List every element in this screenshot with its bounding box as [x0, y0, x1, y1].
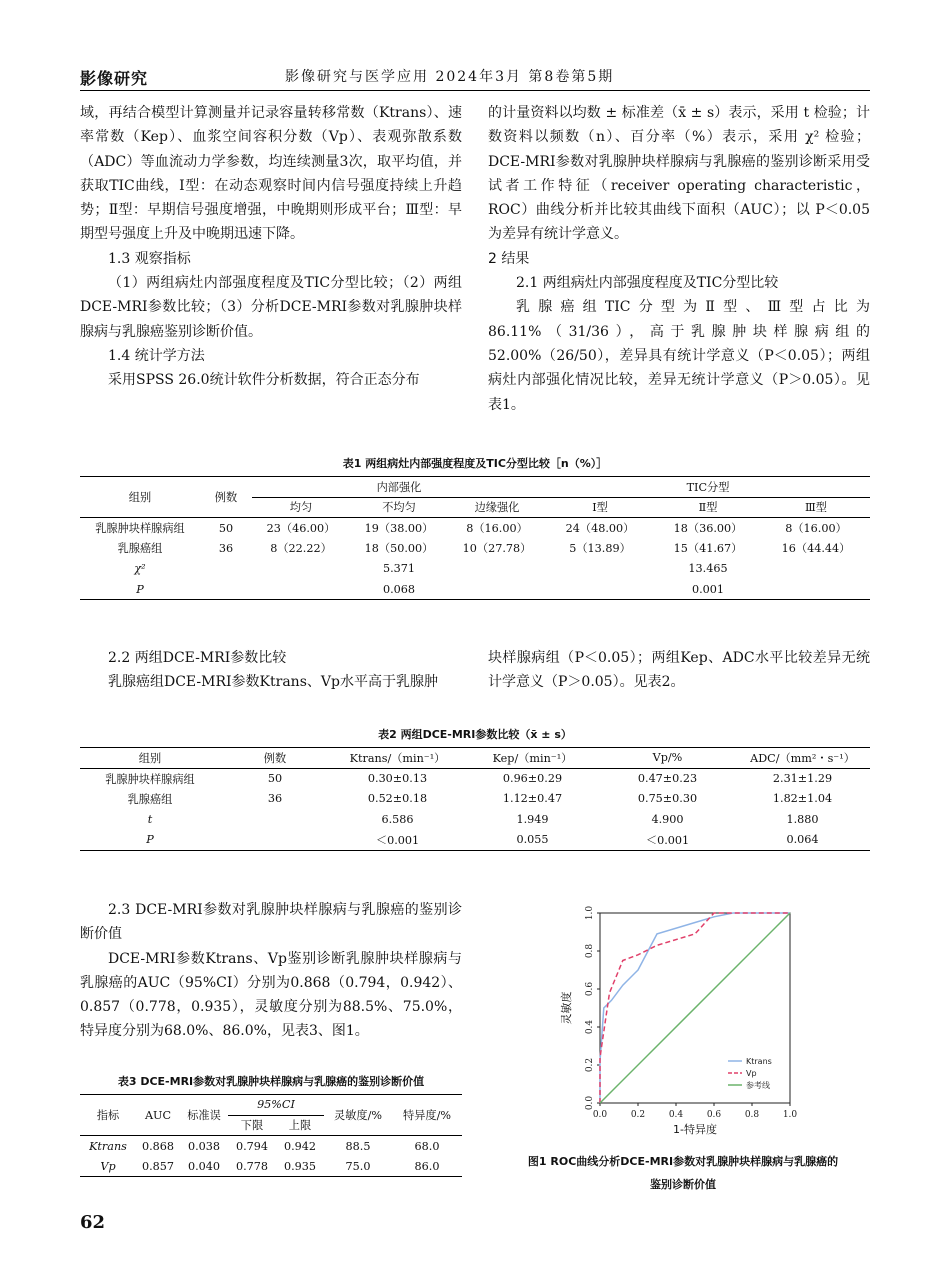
- paragraph-stats: 采用SPSS 26.0统计软件分析数据，符合正态分布: [108, 372, 420, 389]
- cell: 0.001: [691, 582, 725, 596]
- roc-chart: [560, 895, 860, 1150]
- t1-h-n: 例数: [200, 477, 252, 518]
- x-tick-label: 0.2: [630, 1110, 646, 1120]
- cell: 0.868: [141, 1139, 175, 1153]
- t3-h-ci: 95%CI: [228, 1095, 324, 1116]
- series-line-reference: [600, 913, 790, 1103]
- cell: 2.31±1.29: [772, 772, 833, 785]
- cell: 5.371: [382, 562, 416, 576]
- y-tick-label: 0.8: [585, 943, 595, 959]
- cell: 1.12±0.47: [502, 792, 563, 806]
- table-row: [80, 789, 870, 810]
- cell: 16（44.44）: [781, 542, 851, 556]
- paragraph-stats-cont: 的计量资料以均数 ± 标准差（x̄ ± s）表示，采用 t 检验；计数资料以频数（n）、百分率（%）表示，采用 χ² 检验；DCE-MRI参数对乳腺肿块样腺病与乳腺癌的鉴别诊断采用受试者工作特征（receiver operating characteristic，ROC）曲线分析并比较其曲线下面积（AUC）；以 P＜0.05 为差异有统计学意义。: [488, 105, 870, 243]
- cell: 乳腺癌组: [127, 792, 173, 806]
- cell: 乳腺肿块样腺病组: [105, 772, 195, 786]
- table-row: [80, 518, 870, 539]
- x-tick-label: 0.0: [592, 1110, 608, 1120]
- cell: 75.0: [345, 1159, 371, 1173]
- cell: 86.0: [414, 1159, 440, 1173]
- cell: 0.038: [187, 1139, 221, 1153]
- legend-label: 参考线: [746, 1081, 770, 1090]
- table-row: [80, 809, 870, 830]
- x-tick-label: 0.6: [706, 1110, 722, 1120]
- cell: 8（16.00）: [466, 522, 528, 535]
- paragraph-dce: 乳腺癌组DCE-MRI参数Ktrans、Vp水平高于乳腺肿: [108, 674, 438, 691]
- cell: 乳腺肿块样腺病组: [95, 522, 185, 535]
- cell: 36: [218, 541, 234, 555]
- y-tick-label: 0.0: [585, 1095, 595, 1111]
- cell: 0.064: [786, 833, 819, 846]
- heading-1-4: 1.4 统计学方法: [108, 347, 205, 364]
- t2-h-group: 组别: [138, 751, 162, 765]
- table1-caption: 表1 两组病灶内部强度程度及TIC分型比较［n（%）］: [342, 457, 608, 470]
- cell: 0.75±0.30: [637, 792, 698, 806]
- paragraph-roc: DCE-MRI参数Ktrans、Vp鉴别诊断乳腺肿块样腺病与乳腺癌的AUC（95%CI）分别为0.868（0.794，0.942）、0.857（0.778，0.935），灵敏度分别为88.5%、75.0%，特异度分别为68.0%、86.0%，见表3、图1。: [80, 950, 462, 1040]
- cell: [200, 559, 252, 580]
- cell: Vp: [100, 1159, 116, 1173]
- paragraph-tic: 乳腺癌组TIC分型为Ⅱ型、Ⅲ型占比为86.11%（31/36），高于乳腺肿块样腺病组的52.00%（26/50），差异具有统计学意义（P＜0.05）；两组病灶内部强化情况比较，差异无统计学意义（P＞0.05）。见表1。: [488, 299, 870, 413]
- t1-sub-type1: Ⅰ型: [592, 501, 608, 515]
- left-column-top: [80, 101, 462, 393]
- heading-2-2: 2.2 两组DCE-MRI参数比较: [108, 650, 287, 666]
- table-row: [80, 559, 870, 580]
- cell: [200, 579, 252, 600]
- t1-h-enh: 内部强化: [252, 477, 546, 498]
- cell: ＜0.001: [645, 833, 690, 847]
- t3-h-sens: 灵敏度/%: [324, 1095, 392, 1136]
- heading-results: 2 结果: [488, 250, 530, 267]
- t1-h-tic: TIC分型: [546, 477, 870, 498]
- x-tick-label: 1.0: [782, 1110, 798, 1120]
- cell: 0.857: [141, 1159, 175, 1173]
- cell: 18（50.00）: [364, 542, 434, 556]
- t1-sub-rim: 边缘强化: [474, 501, 520, 515]
- figure1-caption: [496, 1150, 870, 1196]
- figure1-caption-line1: 图1 ROC曲线分析DCE-MRI参数对乳腺肿块样腺病与乳腺癌的: [527, 1155, 839, 1168]
- cell: 0.055: [516, 833, 549, 846]
- cell: 36: [267, 792, 283, 806]
- t2-h-vp: Vp/%: [652, 751, 683, 765]
- left-column-mid: [80, 646, 462, 695]
- cell: 1.82±1.04: [772, 792, 833, 806]
- header-rule: [80, 90, 870, 91]
- cell: 23（46.00）: [266, 522, 336, 535]
- cell: 0.30±0.13: [367, 772, 428, 785]
- cell: t: [147, 812, 153, 826]
- cell: 88.5: [345, 1139, 371, 1153]
- y-tick-label: 0.4: [585, 1019, 595, 1035]
- cell: 19（38.00）: [364, 522, 434, 535]
- t1-sub-nonuniform: 不均匀: [382, 501, 416, 515]
- cell: ＜0.001: [375, 833, 420, 847]
- paragraph-methods: 域，再结合模型计算测量并记录容量转移常数（Ktrans）、速率常数（Kep）、血浆空间容积分数（Vp）、表观弥散系数（ADC）等血流动力学参数，均连续测量3次，取平均值，并获取TIC曲线，Ⅰ型：在动态观察时间内信号强度持续上升趋势；Ⅱ型：早期信号强度增强，中晚期则形成平台；Ⅲ型：早期型号强度上升及中晚期迅速下降。: [80, 105, 462, 243]
- t1-h-group: 组别: [80, 477, 200, 518]
- cell: 1.880: [786, 812, 819, 826]
- cell: 4.900: [651, 812, 684, 826]
- cell: 10（27.78）: [462, 542, 532, 556]
- cell: 68.0: [414, 1139, 440, 1153]
- t3-h-se: 标准误: [180, 1095, 228, 1136]
- header-journal: 影像研究与医学应用 2024年3月 第8卷第5期: [285, 69, 615, 85]
- cell: 0.47±0.23: [637, 772, 698, 785]
- cell: P: [136, 582, 144, 596]
- cell: 24（48.00）: [565, 522, 635, 535]
- left-column-bottom: [80, 898, 462, 1044]
- t3-h-spec: 特异度/%: [392, 1095, 462, 1136]
- table-row: [80, 1136, 462, 1157]
- cell: 50: [218, 521, 234, 535]
- cell: 15（41.67）: [673, 542, 743, 556]
- page-number: 62: [80, 1212, 106, 1233]
- legend-label: Vp: [746, 1069, 757, 1078]
- right-column-top: [488, 101, 870, 417]
- cell: [220, 830, 330, 851]
- table-row: [80, 830, 870, 851]
- t2-h-ktrans: Ktrans/（min⁻¹）: [349, 751, 446, 765]
- cell: 1.949: [516, 812, 549, 826]
- cell: 0.068: [382, 582, 416, 596]
- t3-h-hi: 上限: [288, 1119, 312, 1133]
- t2-h-adc: ADC/（mm²・s⁻¹）: [750, 751, 855, 765]
- cell: χ²: [134, 562, 146, 576]
- y-axis-label: 灵敏度: [560, 991, 573, 1025]
- paragraph-dce-cont: 块样腺病组（P＜0.05）；两组Kep、ADC水平比较差异无统计学意义（P＞0.05）。见表2。: [488, 650, 870, 691]
- y-tick-label: 0.2: [585, 1057, 595, 1073]
- cell: 8（16.00）: [785, 522, 847, 535]
- cell: 6.586: [381, 812, 414, 826]
- t2-h-n: 例数: [263, 751, 287, 765]
- cell: [220, 809, 330, 830]
- t2-h-kep: Kep/（min⁻¹）: [492, 751, 573, 765]
- t1-sub-type2: Ⅱ型: [698, 501, 718, 515]
- cell: P: [146, 833, 154, 846]
- x-tick-label: 0.8: [744, 1110, 760, 1120]
- cell: 0.778: [235, 1159, 269, 1173]
- paragraph-indicators: （1）两组病灶内部强度程度及TIC分型比较；（2）两组DCE-MRI参数比较；（3）分析DCE-MRI参数对乳腺肿块样腺病与乳腺癌鉴别诊断价值。: [80, 275, 462, 340]
- cell: 0.52±0.18: [367, 792, 428, 806]
- cell: 18（36.00）: [673, 522, 743, 535]
- t1-sub-uniform: 均匀: [289, 501, 313, 515]
- t1-sub-type3: Ⅲ型: [805, 501, 827, 515]
- cell: 乳腺癌组: [117, 542, 163, 556]
- table3: [80, 1094, 462, 1177]
- t3-h-lo: 下限: [240, 1119, 264, 1133]
- t3-h-auc: AUC: [136, 1095, 180, 1136]
- cell: 0.942: [283, 1139, 317, 1153]
- x-axis-label: 1-特异度: [673, 1123, 717, 1136]
- cell: 50: [267, 772, 283, 785]
- cell: 0.040: [187, 1159, 221, 1173]
- table1: [80, 476, 870, 600]
- cell: Ktrans: [89, 1139, 127, 1153]
- cell: 0.794: [235, 1139, 269, 1153]
- heading-1-3: 1.3 观察指标: [108, 250, 191, 267]
- table-row: [80, 768, 870, 789]
- cell: 0.96±0.29: [502, 772, 563, 785]
- right-column-mid: [488, 646, 870, 695]
- cell: 0.935: [283, 1159, 317, 1173]
- legend-label: Ktrans: [746, 1057, 772, 1066]
- t3-h-index: 指标: [80, 1095, 136, 1136]
- table-row: [80, 538, 870, 559]
- cell: 13.465: [688, 562, 728, 576]
- table2: [80, 747, 870, 851]
- heading-2-1: 2.1 两组病灶内部强度程度及TIC分型比较: [516, 275, 779, 292]
- cell: 5（13.89）: [569, 542, 631, 556]
- heading-2-3: 2.3 DCE-MRI参数对乳腺肿块样腺病与乳腺癌的鉴别诊断价值: [80, 902, 462, 943]
- header-section: 影像研究: [80, 69, 149, 88]
- x-tick-label: 0.4: [668, 1110, 684, 1120]
- y-tick-label: 1.0: [585, 905, 595, 921]
- table-row: [80, 1156, 462, 1177]
- table2-caption: 表2 两组DCE-MRI参数比较（x̄ ± s）: [378, 728, 572, 741]
- figure1-caption-line2: 鉴别诊断价值: [650, 1178, 716, 1191]
- table3-caption: 表3 DCE-MRI参数对乳腺肿块样腺病与乳腺癌的鉴别诊断价值: [117, 1075, 425, 1088]
- table-row: [80, 579, 870, 600]
- y-tick-label: 0.6: [585, 981, 595, 997]
- cell: 8（22.22）: [270, 542, 332, 556]
